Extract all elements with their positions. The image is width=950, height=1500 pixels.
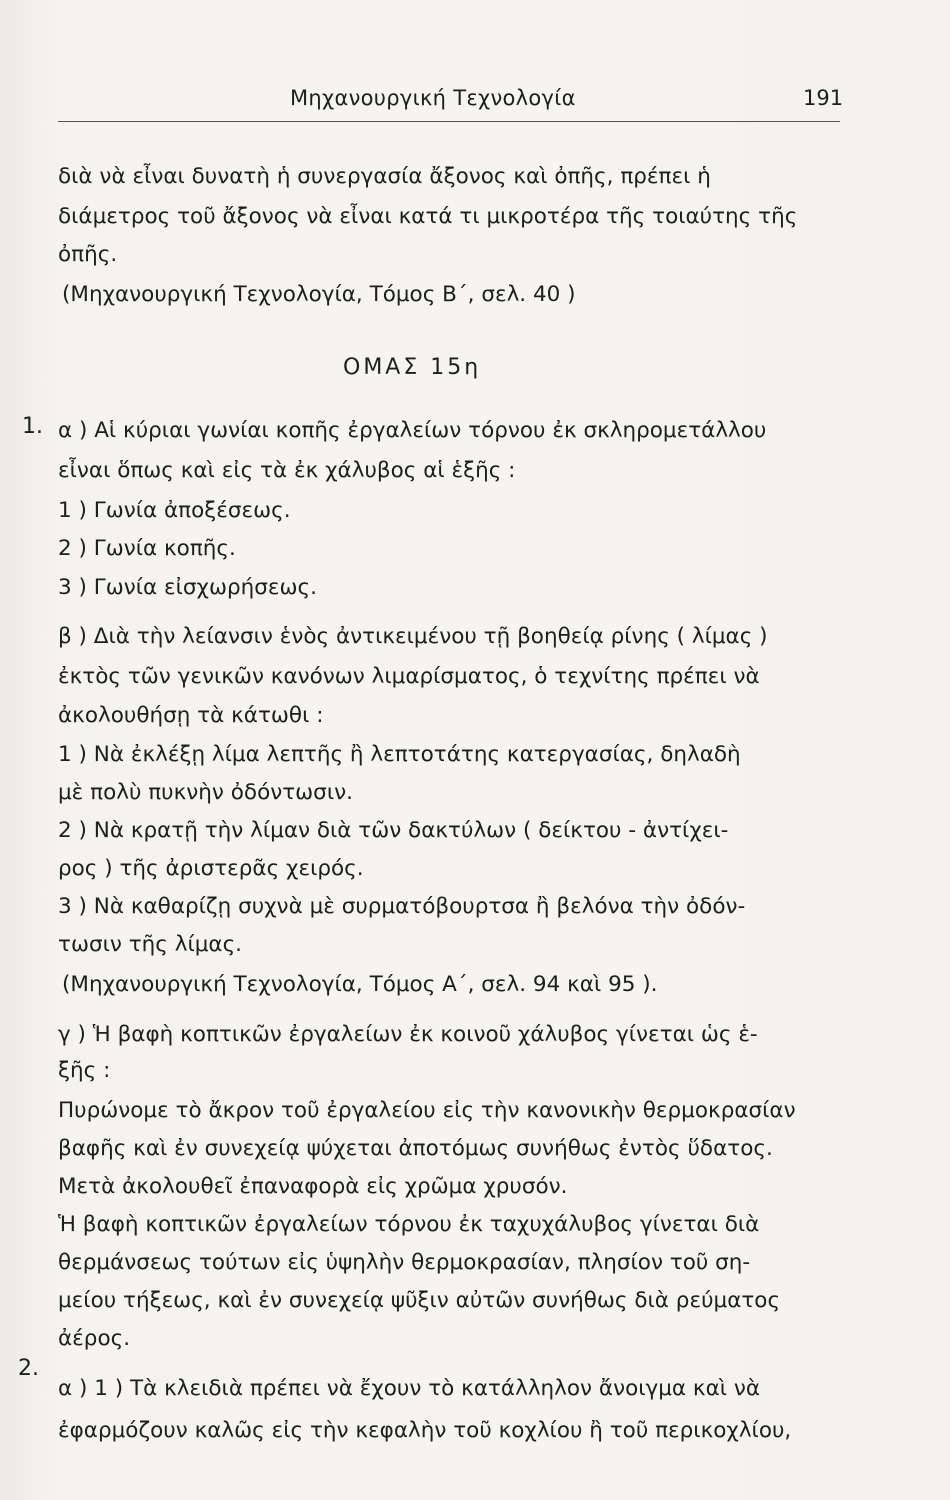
text-line: βαφῆς καὶ ἐν συνεχείᾳ ψύχεται ἀποτόμως συνήθως ἐντὸς ὕδατος.	[58, 1136, 773, 1161]
text-line: ἀέρος.	[58, 1326, 131, 1351]
text-line: θερμάνσεως τούτων εἰς ὑψηλὴν θερμοκρασίαν, πλησίον τοῦ ση-	[58, 1250, 751, 1275]
list-item: 1 ) Νὰ ἐκλέξῃ λίμα λεπτῆς ἢ λεπτοτάτης κατεργασίας, δηλαδὴ	[58, 742, 741, 767]
section-heading: ΟΜΑΣ 15η	[343, 355, 482, 380]
text-line: γ ) Ἡ βαφὴ κοπτικῶν ἐργαλείων ἐκ κοινοῦ χάλυβος γίνεται ὡς ἑ-	[58, 1022, 758, 1047]
list-item: 1 ) Γωνία ἀποξέσεως.	[58, 498, 291, 523]
list-item: 2 ) Νὰ κρατῇ τὴν λίμαν διὰ τῶν δακτύλων ( δείκτου - ἀντίχει-	[58, 818, 729, 843]
text-line: Ἡ βαφὴ κοπτικῶν ἐργαλείων τόρνου ἐκ ταχυχάλυβος γίνεται διὰ	[58, 1212, 760, 1237]
text-line: ὀπῆς.	[58, 242, 118, 267]
text-line: ἐφαρμόζουν καλῶς εἰς τὴν κεφαλὴν τοῦ κοχλίου ἢ τοῦ περικοχλίου,	[58, 1418, 792, 1443]
text-line: ἐκτὸς τῶν γενικῶν κανόνων λιμαρίσματος, ὁ τεχνίτης πρέπει νὰ	[58, 664, 760, 689]
text-line: μὲ πολὺ πυκνὴν ὀδόντωσιν.	[58, 780, 353, 805]
text-line: διὰ νὰ εἶναι δυνατὴ ἡ συνεργασία ἄξονος καὶ ὀπῆς, πρέπει ἡ	[58, 164, 711, 189]
text-line: μείου τήξεως, καὶ ἐν συνεχείᾳ ψῦξιν αὐτῶν συνήθως διὰ ρεύματος	[58, 1288, 781, 1313]
text-line: εἶναι ὅπως καὶ εἰς τὰ ἐκ χάλυβος αἱ ἑξῆς :	[58, 458, 516, 483]
question-number: 1.	[22, 414, 43, 439]
text-line: διάμετρος τοῦ ἄξονος νὰ εἶναι κατά τι μικροτέρα τῆς τοιαύτης τῆς	[58, 204, 798, 229]
text-line: ξῆς :	[58, 1058, 111, 1083]
header-divider	[58, 121, 840, 122]
text-line: Μετὰ ἀκολουθεῖ ἐπαναφορὰ εἰς χρῶμα χρυσόν.	[58, 1174, 568, 1199]
citation-line: (Μηχανουργική Τεχνολογία, Τόμος Β΄, σελ. 40 )	[62, 282, 576, 307]
text-line: ρος ) τῆς ἀριστερᾶς χειρός.	[58, 856, 364, 881]
list-item: 3 ) Γωνία εἰσχωρήσεως.	[58, 575, 317, 600]
list-item: 3 ) Νὰ καθαρίζῃ συχνὰ μὲ συρματόβουρτσα ἢ βελόνα τὴν ὀδόν-	[58, 894, 746, 919]
citation-line: (Μηχανουργική Τεχνολογία, Τόμος Α΄, σελ. 94 καὶ 95 ).	[62, 972, 658, 997]
page-number: 191	[803, 86, 844, 110]
text-line: ἀκολουθήσῃ τὰ κάτωθι :	[58, 703, 324, 728]
text-line: β ) Διὰ τὴν λείανσιν ἑνὸς ἀντικειμένου τῇ βοηθείᾳ ρίνης ( λίμας )	[58, 624, 768, 649]
running-header-title: Μηχανουργική Τεχνολογία	[290, 86, 576, 110]
text-line: α ) 1 ) Τὰ κλειδιὰ πρέπει νὰ ἔχουν τὸ κατάλληλον ἄνοιγμα καὶ νὰ	[58, 1376, 761, 1401]
text-line: α ) Αἱ κύριαι γωνίαι κοπῆς ἐργαλείων τόρνου ἐκ σκληρομετάλλου	[58, 418, 767, 443]
question-number: 2.	[18, 1356, 39, 1381]
text-line: τωσιν τῆς λίμας.	[58, 932, 243, 957]
list-item: 2 ) Γωνία κοπῆς.	[58, 536, 236, 561]
text-line: Πυρώνομε τὸ ἄκρον τοῦ ἐργαλείου εἰς τὴν κανονικὴν θερμοκρασίαν	[58, 1098, 796, 1123]
